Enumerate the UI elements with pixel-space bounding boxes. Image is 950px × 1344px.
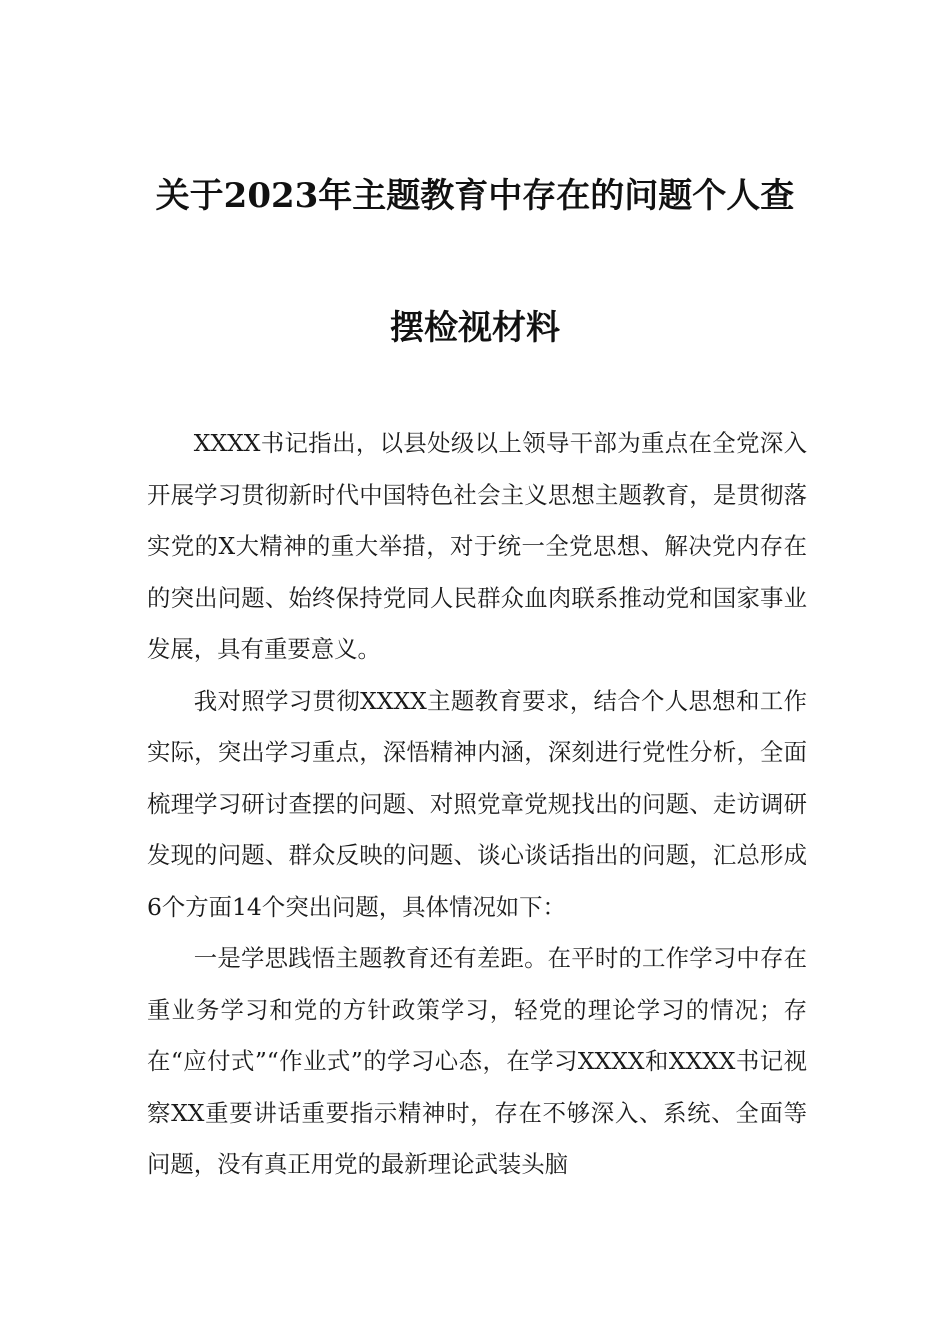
body-paragraph-1: XXXX书记指出，以县处级以上领导干部为重点在全党深入开展学习贯彻新时代中国特色社会主义思想主题教育，是贯彻落实党的X大精神的重大举措，对于统一全党思想、解决党内存在的突出问题、始终保持党同人民群众血肉联系推动党和国家事业发展，具有重要意义。 <box>147 429 807 663</box>
document-title-line-2: 摆检视材料 <box>390 308 560 348</box>
document-body <box>147 418 807 1191</box>
body-paragraph-3: 一是学思践悟主题教育还有差距。在平时的工作学习中存在重业务学习和党的方针政策学习，轻党的理论学习的情况；存在“应付式”“作业式”的学习心态，在学习XXXX和XXXX书记视察XX重要讲话重要指示精神时，存在不够深入、系统、全面等问题，没有真正用党的最新理论武装头脑 <box>147 944 807 1178</box>
document-title-line-1: 关于2023年主题教育中存在的问题个人查 <box>155 176 795 216</box>
body-paragraph-2: 我对照学习贯彻XXXX主题教育要求，结合个人思想和工作实际，突出学习重点，深悟精神内涵，深刻进行党性分析，全面梳理学习研讨查摆的问题、对照党章党规找出的问题、走访调研发现的问题、群众反映的问题、谈心谈话指出的问题，汇总形成6个方面14个突出问题，具体情况如下： <box>147 686 807 921</box>
